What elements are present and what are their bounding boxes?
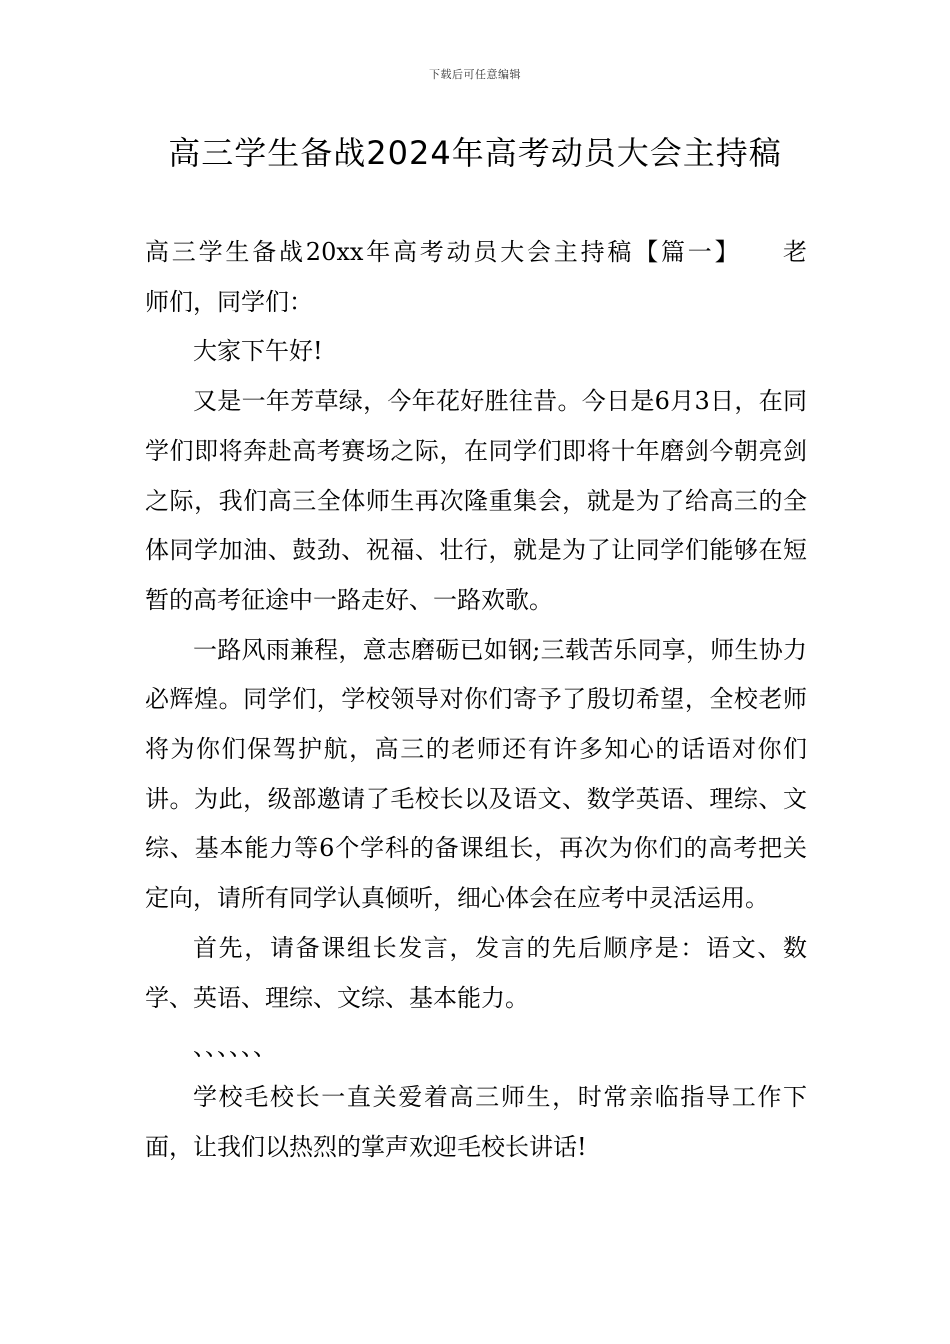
- opening-line-2: 师们，同学们：: [145, 287, 313, 316]
- paragraph-intro: 又是一年芳草绿，今年花好胜往昔。今日是6月3日，在同学们即将奔赴高考赛场之际，在同学们即将十年磨剑今朝亮剑之际，我们高三全体师生再次隆重集会，就是为了给高三的全体同学加油、鼓劲、祝福、壮行，就是为了让同学们能够在短暂的高考征途中一路走好、一路欢歌。: [145, 387, 807, 614]
- paragraph-principal: 学校毛校长一直关爱着高三师生，时常亲临指导工作下面，让我们以热烈的掌声欢迎毛校长讲话!: [145, 1082, 807, 1161]
- paragraph-separator: 、、、、、、: [193, 1033, 277, 1062]
- opening-line-1: 高三学生备战20xx年高考动员大会主持稿【篇一】 老: [145, 238, 807, 266]
- document-title: 高三学生备战2024年高考动员大会主持稿: [168, 134, 782, 172]
- header-note: 下载后可任意编辑: [429, 68, 521, 81]
- document-body: [145, 228, 807, 1172]
- paragraph-speaking-order: 首先，请备课组长发言，发言的先后顺序是：语文、数学、英语、理综、文综、基本能力。: [145, 933, 807, 1012]
- opening-paragraph: [145, 228, 807, 327]
- paragraph-teachers: 一路风雨兼程，意志磨砺已如钢;三载苦乐同享，师生协力必辉煌。同学们，学校领导对你们寄予了殷切希望，全校老师将为你们保驾护航，高三的老师还有许多知心的话语对你们讲。为此，级部邀请了毛校长以及语文、数学英语、理综、文综、基本能力等6个学科的备课组长，再次为你们的高考把关定向，请所有同学认真倾听，细心体会在应考中灵活运用。: [145, 635, 807, 913]
- paragraph-greeting: 大家下午好!: [193, 337, 323, 366]
